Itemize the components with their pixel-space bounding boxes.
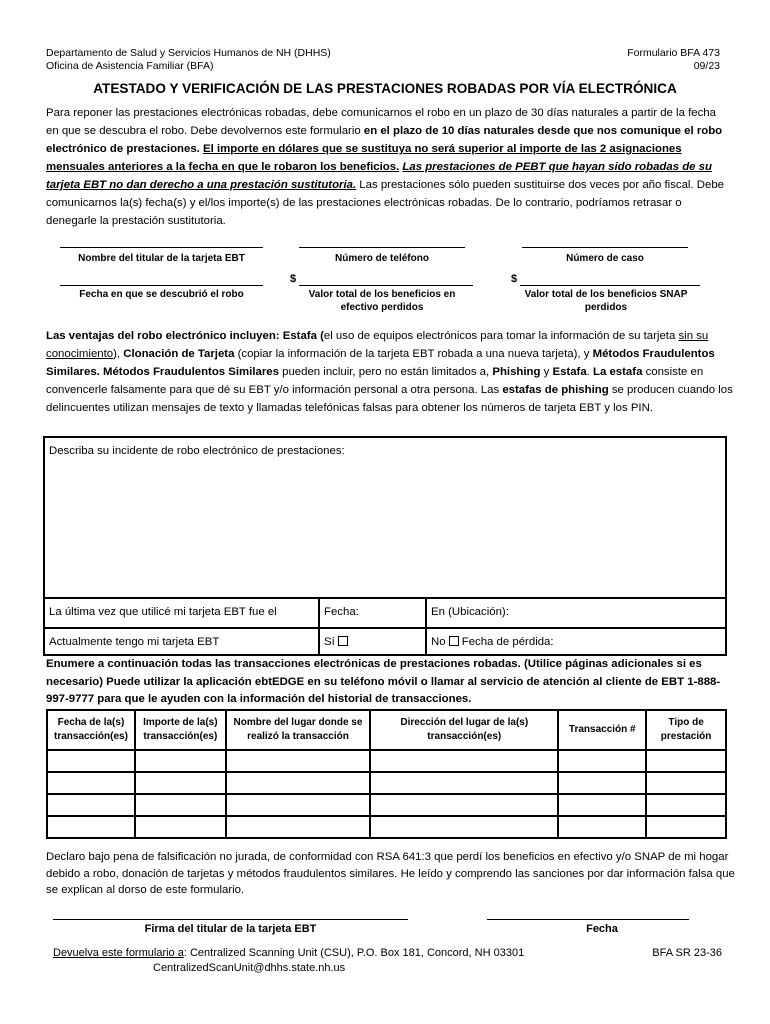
intro-paragraph bbox=[46, 104, 730, 230]
yes-checkbox[interactable] bbox=[338, 636, 348, 646]
form-date: 09/23 bbox=[693, 60, 720, 72]
table-cell[interactable] bbox=[370, 772, 558, 794]
snap-lost-line[interactable] bbox=[520, 285, 700, 286]
discovered-date-line[interactable] bbox=[60, 285, 263, 286]
last-used-date-field[interactable]: Fecha: bbox=[324, 606, 359, 618]
table-cell[interactable] bbox=[47, 772, 135, 794]
snap-lost-label: Valor total de los beneficios SNAP perdidos bbox=[524, 289, 688, 313]
table-cell[interactable] bbox=[558, 794, 646, 816]
fraud-text-8: consiste en convencerle falsamente para que dé su EBT y/o información personal a otra persona. Las bbox=[46, 366, 704, 396]
fraud-paragraph bbox=[46, 327, 736, 417]
table-cell[interactable] bbox=[226, 794, 370, 816]
table-cell[interactable] bbox=[558, 772, 646, 794]
intro-rest: Las prestaciones sólo pueden sustituirse dos veces por año fiscal. Debe comunicarnos la(s) fecha(s) y el/los importe(s) de las prestaciones electrónicas robadas. De lo contrario, podríamos retrasar o denegarle la prestación sustitutoria. bbox=[46, 179, 725, 227]
no-checkbox[interactable] bbox=[449, 636, 459, 646]
fraud-text-4: (copiar la información de la tarjeta EBT robada a una nueva tarjeta), y bbox=[234, 348, 593, 360]
fraud-text-9: se producen cuando los delincuentes utilizan mensajes de texto y llamadas telefónicas falsas para obtener los números de tarjeta EBT y los PIN. bbox=[46, 384, 733, 414]
intro-limit: El importe en dólares que se sustituya no será superior al importe de las 2 asignaciones mensuales anteriores a la fecha en que le robaron los beneficios. bbox=[46, 143, 682, 173]
snap-dollar-sign: $ bbox=[511, 273, 518, 285]
return-email: CentralizedScanUnit@dhhs.state.nh.us bbox=[153, 962, 346, 974]
col-header-date: Fecha de la(s) transacción(es) bbox=[47, 710, 135, 750]
table-cell[interactable] bbox=[226, 750, 370, 772]
form-code: BFA SR 23-36 bbox=[652, 947, 722, 959]
no-label: No bbox=[431, 636, 446, 648]
table-cell[interactable] bbox=[370, 794, 558, 816]
fraud-text-3: ), bbox=[113, 348, 124, 360]
signature-date-label: Fecha bbox=[586, 923, 618, 935]
case-number-label: Número de caso bbox=[566, 253, 644, 264]
last-used-location-field[interactable]: En (Ubicación): bbox=[431, 606, 509, 618]
table-cell[interactable] bbox=[646, 816, 726, 838]
table-cell[interactable] bbox=[226, 772, 370, 794]
phone-line[interactable] bbox=[299, 247, 465, 248]
fraud-scam: Estafa bbox=[552, 366, 587, 378]
signature-label: Firma del titular de la tarjeta EBT bbox=[144, 923, 317, 935]
signature-line[interactable] bbox=[53, 919, 408, 920]
fraud-phishing: Phishing bbox=[492, 366, 541, 378]
form-number: Formulario BFA 473 bbox=[627, 47, 720, 59]
yes-label: Sí bbox=[324, 636, 335, 648]
table-cell[interactable] bbox=[47, 750, 135, 772]
fraud-phishing-def: estafas de phishing bbox=[502, 384, 609, 396]
fraud-lead: Las ventajas del robo electrónico incluyen: Estafa ( bbox=[46, 330, 324, 342]
table-cell[interactable] bbox=[558, 816, 646, 838]
fraud-text-5: pueden incluir, pero no están limitados a, bbox=[278, 366, 493, 378]
incident-col-divider-2 bbox=[425, 597, 427, 656]
col-header-transaction: Transacción # bbox=[558, 710, 646, 750]
have-card-label: Actualmente tengo mi tarjeta EBT bbox=[49, 636, 220, 648]
incident-divider-1 bbox=[43, 597, 727, 599]
table-header-row bbox=[47, 710, 726, 750]
col-header-address: Dirección del lugar de la(s) transacción(es) bbox=[370, 710, 558, 750]
page-title: ATESTADO Y VERIFICACIÓN DE LAS PRESTACIONES ROBADAS POR VÍA ELECTRÓNICA bbox=[93, 81, 677, 96]
cardholder-name-label: Nombre del titular de la tarjeta EBT bbox=[78, 253, 245, 264]
return-label: Devuelva este formulario a bbox=[53, 947, 184, 959]
return-address: : Centralized Scanning Unit (CSU), P.O. Box 181, Concord, NH 03301 bbox=[183, 947, 525, 959]
table-row bbox=[47, 772, 726, 794]
incident-divider-2 bbox=[43, 627, 727, 629]
fraud-cloning: Clonación de Tarjeta bbox=[123, 348, 235, 360]
cash-dollar-sign: $ bbox=[290, 273, 297, 285]
table-cell[interactable] bbox=[135, 750, 226, 772]
table-row bbox=[47, 750, 726, 772]
table-cell[interactable] bbox=[47, 794, 135, 816]
table-row bbox=[47, 794, 726, 816]
office-name: Oficina de Asistencia Familiar (BFA) bbox=[46, 60, 214, 72]
cash-lost-label: Valor total de los beneficios en efectivo perdidos bbox=[308, 289, 456, 313]
header-right bbox=[627, 47, 720, 73]
return-instructions bbox=[53, 947, 524, 959]
fraud-text-2: sin su conocimiento bbox=[46, 330, 709, 360]
dept-name: Departamento de Salud y Servicios Humanos de NH (DHHS) bbox=[46, 47, 331, 59]
phone-label: Número de teléfono bbox=[335, 253, 429, 264]
enumerate-instructions: Enumere a continuación todas las transacciones electrónicas de prestaciones robadas. (Utilice páginas adicionales si es necesario) Puede utilizar la aplicación ebtEDGE en su teléfono móvil o llamar al servicio de atención al cliente de EBT 1-888-997-9777 para que le ayuden con la información del historial de transacciones. bbox=[46, 658, 721, 705]
cardholder-name-line[interactable] bbox=[60, 247, 263, 248]
table-row bbox=[47, 816, 726, 838]
cash-lost-line[interactable] bbox=[299, 285, 473, 286]
fraud-scam-def: La estafa bbox=[593, 366, 643, 378]
table-cell[interactable] bbox=[135, 772, 226, 794]
table-cell[interactable] bbox=[646, 794, 726, 816]
loss-date-field[interactable]: Fecha de pérdida: bbox=[461, 636, 554, 648]
fraud-text-1: el uso de equipos electrónicos para tomar la información de su tarjeta bbox=[323, 330, 679, 342]
declaration-text: Declaro bajo pena de falsificación no jurada, de conformidad con RSA 641:3 que perdí los beneficios en efectivo y/o SNAP de mi hogar debido a robo, donación de tarjetas y métodos fraudulentos similares. He leído y comprendo las sanciones por dar información falsa que se explican al dorso de este formulario. bbox=[46, 851, 735, 896]
incident-description-area[interactable] bbox=[45, 460, 725, 597]
table-cell[interactable] bbox=[646, 772, 726, 794]
intro-pebt: Las prestaciones de PEBT que hayan sido robadas de su tarjeta EBT no dan derecho a una prestación sustitutoria. bbox=[46, 161, 712, 191]
table-cell[interactable] bbox=[646, 750, 726, 772]
signature-date-line[interactable] bbox=[487, 919, 689, 920]
table-cell[interactable] bbox=[47, 816, 135, 838]
col-header-benefit-type: Tipo de prestación bbox=[646, 710, 726, 750]
col-header-amount: Importe de la(s) transacción(es) bbox=[135, 710, 226, 750]
table-cell[interactable] bbox=[135, 816, 226, 838]
table-cell[interactable] bbox=[558, 750, 646, 772]
incident-col-divider-1 bbox=[318, 597, 320, 656]
intro-text: Para reponer las prestaciones electrónicas robadas, debe comunicarnos el robo en un plazo de 30 días naturales a partir de la fecha en que se descubra el robo. Debe devolvernos este formulario bbox=[46, 107, 716, 137]
fraud-text-7: . bbox=[586, 366, 594, 378]
col-header-place: Nombre del lugar donde se realizó la transacción bbox=[226, 710, 370, 750]
discovered-date-label: Fecha en que se descubrió el robo bbox=[79, 289, 244, 300]
table-cell[interactable] bbox=[370, 750, 558, 772]
fraud-similar: Métodos Fraudulentos Similares. Métodos Fraudulentos Similares bbox=[46, 348, 715, 378]
transactions-table bbox=[46, 709, 727, 839]
incident-describe-label: Describa su incidente de robo electrónico de prestaciones: bbox=[49, 445, 345, 457]
case-number-line[interactable] bbox=[522, 247, 688, 248]
table-cell[interactable] bbox=[135, 794, 226, 816]
intro-deadline: en el plazo de 10 días naturales desde que nos comunique el robo electrónico de prestaciones. bbox=[46, 125, 723, 155]
last-used-label: La última vez que utilicé mi tarjeta EBT fue el bbox=[49, 606, 277, 618]
header-left bbox=[46, 47, 331, 73]
have-card-yes-option[interactable] bbox=[324, 636, 348, 648]
have-card-no-option[interactable] bbox=[431, 636, 554, 648]
fraud-text-6: y bbox=[540, 366, 553, 378]
table-cell[interactable] bbox=[370, 816, 558, 838]
table-cell[interactable] bbox=[226, 816, 370, 838]
